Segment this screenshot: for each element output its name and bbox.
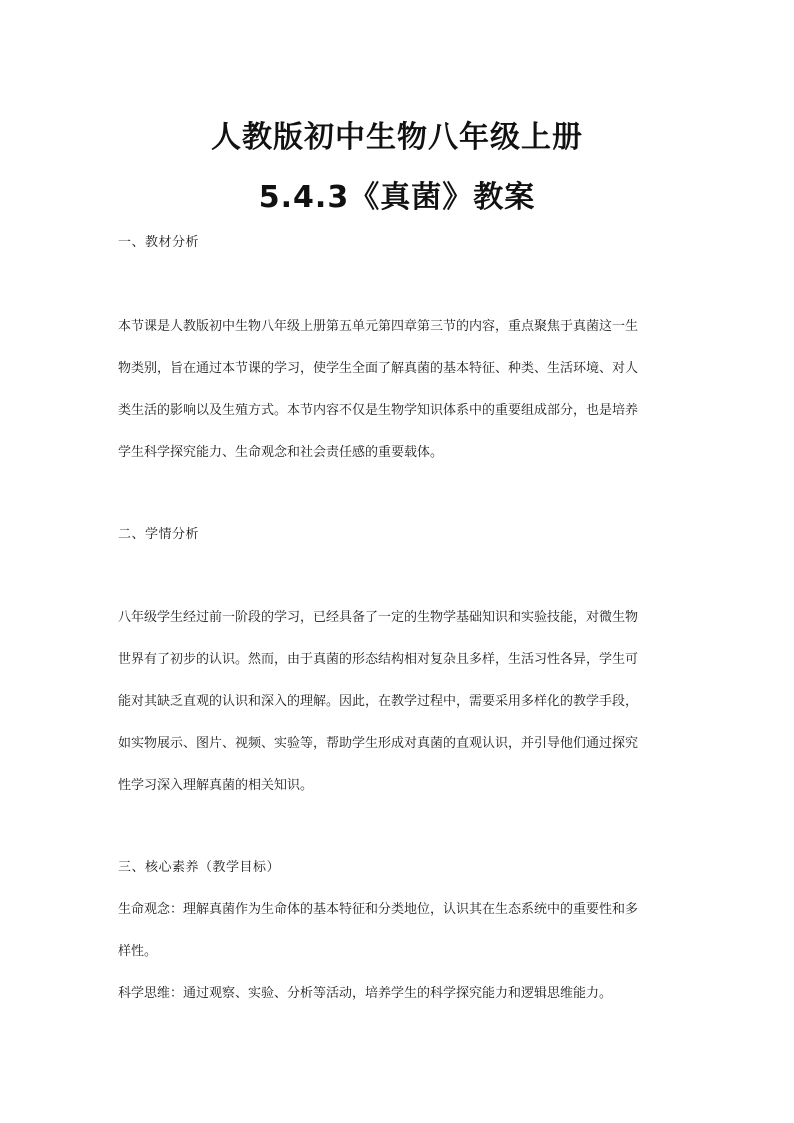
document-subtitle: 5.4.3《真菌》教案 — [258, 180, 536, 215]
paragraph-line: 本节课是人教版初中生物八年级上册第五单元第四章第三节的内容，重点聚焦于真菌这一生 — [118, 319, 639, 334]
paragraph-line: 世界有了初步的认识。然而，由于真菌的形态结构相对复杂且多样，生活习性各异，学生可 — [118, 652, 639, 667]
paragraph-line: 类生活的影响以及生殖方式。本节内容不仅是生物学知识体系中的重要组成部分，也是培养 — [118, 403, 639, 418]
paragraph-line: 性学习深入理解真菌的相关知识。 — [118, 778, 314, 793]
document-title: 人教版初中生物八年级上册 — [211, 120, 583, 155]
section-heading-textbook-analysis: 一、教材分析 — [118, 235, 200, 250]
paragraph-line: 能对其缺乏直观的认识和深入的理解。因此，在教学过程中，需要采用多样化的教学手段， — [118, 694, 639, 709]
paragraph-line: 如实物展示、图片、视频、实验等，帮助学生形成对真菌的直观认识，并引导他们通过探究 — [118, 736, 639, 751]
paragraph-line: 样性。 — [118, 944, 158, 959]
paragraph-line: 生命观念：理解真菌作为生命体的基本特征和分类地位，认识其在生态系统中的重要性和多 — [118, 902, 639, 917]
paragraph-line: 科学思维：通过观察、实验、分析等活动，培养学生的科学探究能力和逻辑思维能力。 — [118, 986, 613, 1001]
paragraph-line: 物类别，旨在通过本节课的学习，使学生全面了解真菌的基本特征、种类、生活环境、对人 — [118, 361, 639, 376]
section-heading-core-literacy: 三、核心素养（教学目标） — [118, 860, 281, 875]
section-heading-student-analysis: 二、学情分析 — [118, 527, 200, 542]
paragraph-line: 八年级学生经过前一阶段的学习，已经具备了一定的生物学基础知识和实验技能，对微生物 — [118, 610, 639, 625]
paragraph-line: 学生科学探究能力、生命观念和社会责任感的重要载体。 — [118, 445, 444, 460]
